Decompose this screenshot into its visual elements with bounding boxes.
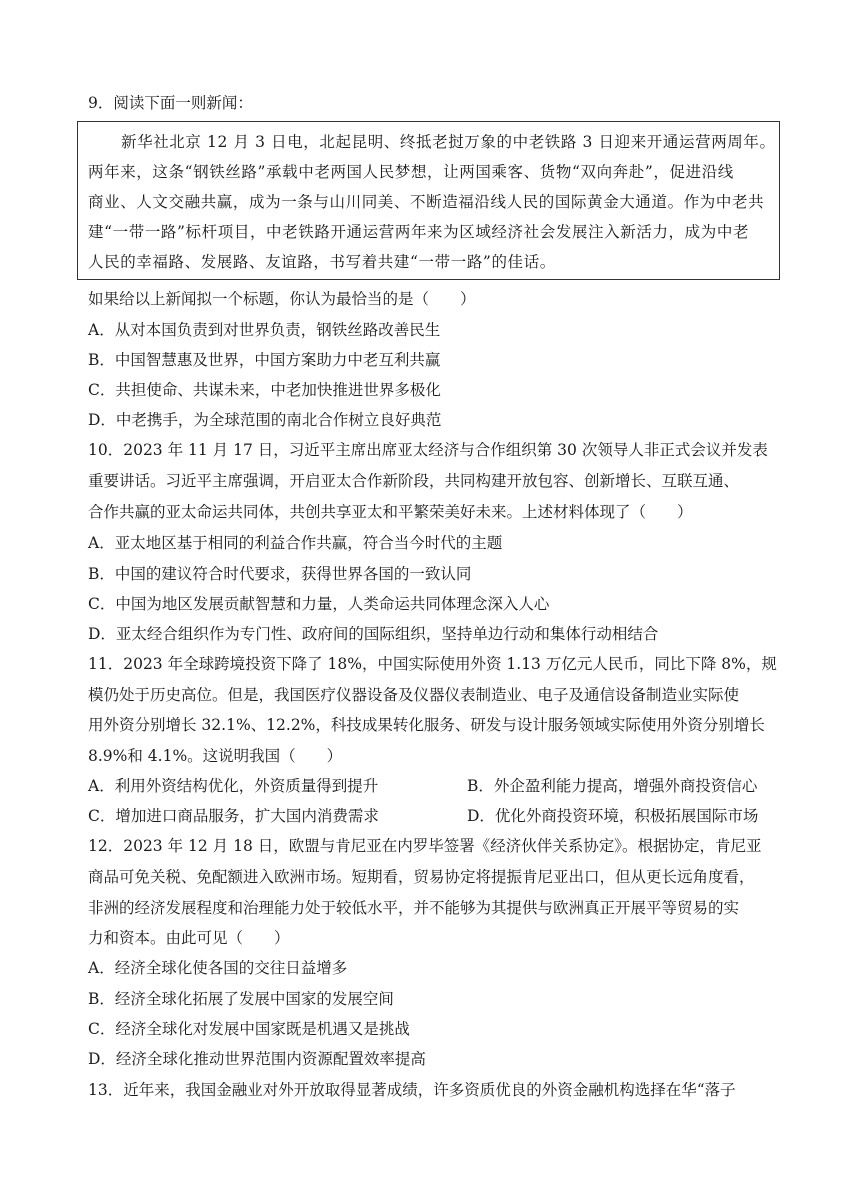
question-10-option-a: A．亚太地区基于相同的利益合作共赢，符合当今时代的主题: [88, 534, 503, 552]
question-10-option-d: D．亚太经合组织作为专门性、政府间的国际组织，坚持单边行动和集体行动相结合: [88, 625, 659, 643]
question-11-option-d: D．优化外商投资环境，积极拓展国际市场: [467, 807, 759, 825]
question-11-stem-line: 用外资分别增长 32.1%、12.2%，科技成果转化服务、研发与设计服务领域实际使用外资分别增长: [88, 716, 765, 734]
question-11-option-b: B．外企盈利能力提高，增强外商投资信心: [467, 777, 758, 795]
question-12-stem-line: 力和资本。由此可见（ ）: [88, 929, 290, 947]
question-9-stem: 如果给以上新闻拟一个标题，你认为最恰当的是（ ）: [88, 290, 476, 308]
question-13-stem-line: 13．近年来，我国金融业对外开放取得显著成绩，许多资质优良的外资金融机构选择在华“落子: [88, 1081, 736, 1099]
question-11-stem-line: 模仍处于历史高位。但是，我国医疗仪器设备及仪器仪表制造业、电子及通信设备制造业实际使: [88, 686, 740, 704]
question-12-stem-line: 商品可免关税、免配额进入欧洲市场。短期看，贸易协定将提振肯尼亚出口，但从更长远角度看，: [88, 868, 755, 886]
question-10-stem-line: 10．2023 年 11 月 17 日，习近平主席出席亚太经济与合作组织第 30 次领导人非正式会议并发表: [88, 441, 768, 459]
question-11-stem-line: 8.9%和 4.1%。这说明我国（ ）: [88, 747, 343, 765]
question-10-option-c: C．中国为地区发展贡献智慧和力量，人类命运共同体理念深入人心: [88, 595, 550, 613]
news-line: 两年来，这条“钢铁丝路”承载中老两国人民梦想，让两国乘客、货物“双向奔赴”，促进沿线: [88, 163, 734, 181]
question-10-option-b: B．中国的建议符合时代要求，获得世界各国的一致认同: [88, 565, 472, 583]
question-10-stem-line: 重要讲话。习近平主席强调，开启亚太合作新阶段，共同构建开放包容、创新增长、互联互通、: [88, 472, 740, 490]
question-11-option-c: C．增加进口商品服务，扩大国内消费需求: [88, 807, 379, 825]
news-line: 人民的幸福路、发展路、友谊路，书写着共建“一带一路”的佳话。: [88, 253, 556, 271]
question-11-stem-line: 11．2023 年全球跨境投资下降了 18%，中国实际使用外资 1.13 万亿元人民币，同比下降 8%，规: [88, 655, 777, 673]
question-9-option-b: B．中国智慧惠及世界，中国方案助力中老互利共赢: [88, 351, 441, 369]
question-12-stem-line: 12．2023 年 12 月 18 日，欧盟与肯尼亚在内罗毕签署《经济伙伴关系协定》。根据协定，肯尼亚: [88, 837, 762, 855]
question-12-option-b: B．经济全球化拓展了发展中国家的发展空间: [88, 990, 394, 1008]
question-12-option-c: C．经济全球化对发展中国家既是机遇又是挑战: [88, 1020, 410, 1038]
question-11-option-a: A．利用外资结构优化，外资质量得到提升: [88, 777, 379, 795]
question-9-option-d: D．中老携手，为全球范围的南北合作树立良好典范: [88, 411, 442, 429]
question-9-title: 9．阅读下面一则新闻：: [88, 94, 253, 112]
news-excerpt-box: [77, 121, 780, 280]
news-line: 新华社北京 12 月 3 日电，北起昆明、终抵老挝万象的中老铁路 3 日迎来开通运营两周年。: [121, 133, 776, 151]
question-10-stem-line: 合作共赢的亚太命运共同体，共创共享亚太和平繁荣美好未来。上述材料体现了（ ）: [88, 503, 693, 521]
question-12-option-d: D．经济全球化推动世界范围内资源配置效率提高: [88, 1050, 426, 1068]
news-line: 建“一带一路”标杆项目，中老铁路开通运营两年来为区域经济社会发展注入新活力，成为中老: [88, 223, 750, 241]
question-9-option-a: A．从对本国负责到对世界负责，钢铁丝路改善民生: [88, 321, 441, 339]
news-line: 商业、人文交融共赢，成为一条与山川同美、不断造福沿线人民的国际黄金大通道。作为中老共: [88, 193, 765, 211]
question-12-stem-line: 非洲的经济发展程度和治理能力处于较低水平，并不能够为其提供与欧洲真正开展平等贸易的实: [88, 899, 740, 917]
question-12-option-a: A．经济全球化使各国的交往日益增多: [88, 959, 348, 977]
question-9-option-c: C．共担使命、共谋未来，中老加快推进世界多极化: [88, 381, 441, 399]
